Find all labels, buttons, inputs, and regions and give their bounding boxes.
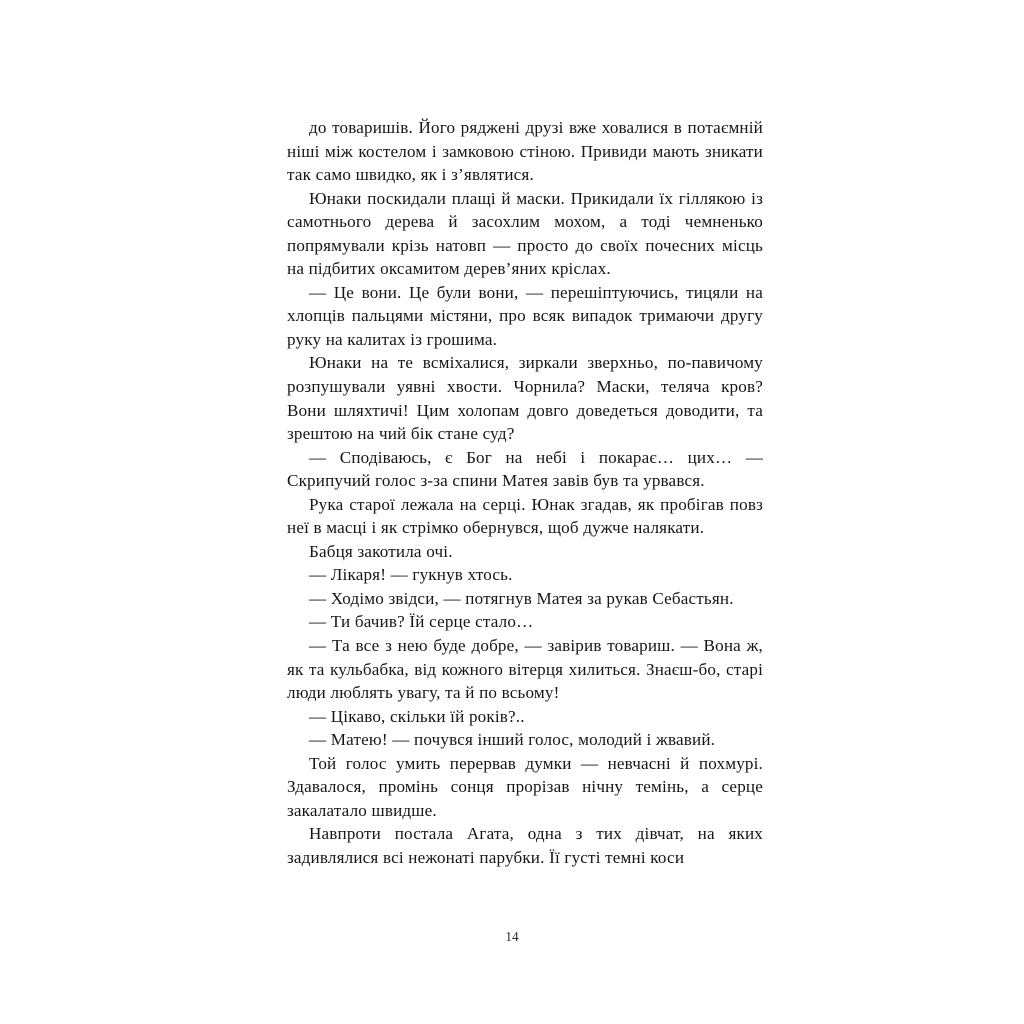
paragraph: — Цікаво, скільки їй років?..	[309, 706, 525, 726]
paragraph: — Сподіваюсь, є Бог на небі і покарає… цих… — Скрипучий голос з-за спини Матея завів був та урвався.	[287, 447, 763, 491]
paragraph: — Ти бачив? Їй серце стало…	[309, 612, 534, 632]
paragraph: — Та все з нею буде добре, — завірив товариш. — Вона ж, як та кульбабка, від кожного вітерця хилиться. Знаєш-бо, старі люди люблять увагу, та й по всьому!	[287, 636, 763, 703]
page-text-block	[287, 116, 763, 870]
paragraph: Рука старої лежала на серці. Юнак згадав, як пробігав повз неї в масці і як стрімко обернувся, щоб дужче налякати.	[287, 494, 763, 538]
paragraph: Юнаки поскидали плащі й маски. Прикидали їх гіллякою із самотнього дерева й засохлим мохом, а тоді чемненько попрямували крізь натовп — просто до своїх почесних місць на підбитих оксамитом дерев’яних кріслах.	[287, 188, 763, 279]
paragraph: — Матею! — почувся інший голос, молодий і жвавий.	[309, 730, 716, 750]
paragraph: Навпроти постала Агата, одна з тих дівчат, на яких задивлялися всі нежонаті парубки. Її густі темні коси	[287, 824, 763, 867]
paragraph: Юнаки на те всміхалися, зиркали зверхньо, по-павичому розпушували уявні хвости. Чорнила? Маски, теляча кров? Вони шляхтичі! Цим холопам довго доведеться доводити, та зрештою на чий бік стане суд?	[287, 353, 763, 444]
paragraph: до товаришів. Його ряджені друзі вже ховалися в потаємній ніші між костелом і замковою стіною. Привиди мають зникати так само швидко, як і з’являтися.	[287, 118, 763, 185]
paragraph: — Лікаря! — гукнув хтось.	[309, 565, 513, 585]
paragraph: — Ходімо звідси, — потягнув Матея за рукав Себастьян.	[309, 588, 734, 608]
page-number: 14	[505, 929, 519, 944]
paragraph: — Це вони. Це були вони, — перешіптуючись, тицяли на хлопців пальцями містяни, про всяк випадок тримаючи другу руку на калитах із грошима.	[287, 282, 763, 349]
paragraph: Бабця закотила очі.	[309, 541, 453, 561]
paragraph: Той голос умить перервав думки — невчасні й похмурі. Здавалося, промінь сонця прорізав нічну темінь, а серце закалатало швидше.	[287, 753, 763, 820]
